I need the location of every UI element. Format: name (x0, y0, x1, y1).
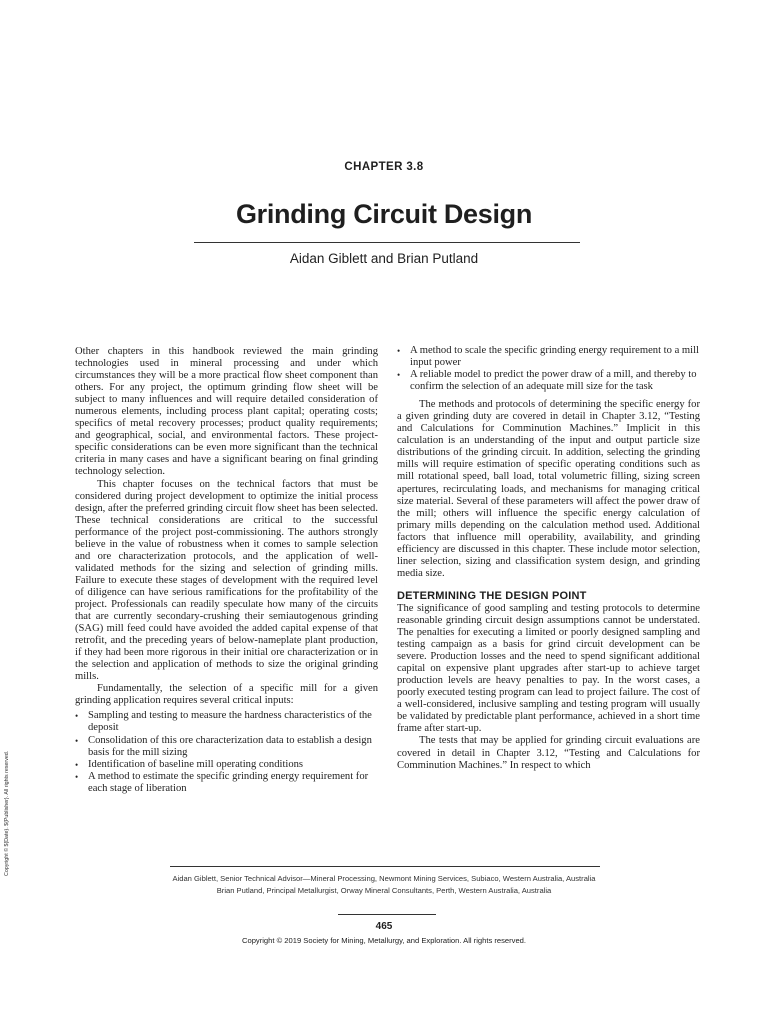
copyright-footer: Copyright © 2019 Society for Mining, Metallurgy, and Exploration. All rights reserved. (241, 936, 527, 945)
critical-inputs-list-continued (397, 345, 700, 393)
right-paragraph-2: The significance of good sampling and testing protocols to determine reasonable grinding circuit design assumptions cannot be understated. The penalties for executing a limited or poorly designed sampling and testing campaign as a basis for grind circuit development can be severe. Production losses and the need to spend significant additional capital on expensive plant upgrades after start-up to achieve target production levels are heavy penalties to pay. In the worst cases, a poorly executed testing program can lead to project failure. The cost of a well-considered, inclusive sampling and testing program will usually be validated by predictable plant performance, achieved in a short time frame after start-up. (397, 602, 700, 735)
list-item: • Sampling and testing to measure the hardness characteristics of the deposit (75, 710, 372, 734)
right-column (397, 345, 700, 772)
list-item: • A method to estimate the specific grinding energy requirement for each stage of liberation (75, 770, 369, 794)
list-item: • A reliable model to predict the power draw of a mill, and thereby to confirm the selection of an adequate mill size for the task (397, 369, 697, 393)
title-rule (194, 242, 580, 243)
left-paragraph-1: Other chapters in this handbook reviewed the main grinding technologies used in mineral processing and under which circumstances they will be a more practical flow sheet component than others. For any project, the optimum grinding flow sheet will be subject to many influences and will require detailed consideration of numerous elements, including process plant capital; operating costs; specifics of metal recovery processes; product quality requirements; and geographical, social, and environmental factors. These project-specific considerations can be even more significant than the technical criteria in many cases and have a significant bearing on final grinding technology selection. (75, 346, 378, 478)
right-paragraph-3: The tests that may be applied for grinding circuit evaluations are covered in detail in Chapter 3.12, “Testing and Calculations for Comminution Machines.” In respect to which (397, 735, 700, 771)
chapter-title: Grinding Circuit Design (235, 199, 533, 229)
author-affiliation-2: Brian Putland, Principal Metallurgist, Orway Mineral Consultants, Perth, Western Australia, Australia (216, 886, 552, 895)
left-column (75, 346, 378, 798)
authors: Aidan Giblett and Brian Putland (289, 251, 479, 266)
right-paragraph-1: The methods and protocols of determining the specific energy for a given grinding duty are covered in detail in Chapter 3.12, “Testing and Calculations for Comminution Machines.” Implicit in this calculation is an understanding of the input and output particle size distributions of the grinding circuit. In addition, selecting the grinding mills will require estimation of specific operating conditions such as mill rotational speed, ball load, total volumetric filling, sizing screen apertures, recirculating loads, and mechanisms for managing critical size material. Several of these parameters will affect the power draw of the mill; others will influence the specific energy calculation of primary mills depending on the calculation method used. Additional factors that influence mill operability, availability, and grinding efficiency are discussed in this chapter. These include motor selection, liner selection, sizing and classification system design, and grinding media size. (397, 399, 700, 579)
bullet-icon: • (397, 370, 401, 381)
bullet-icon: • (75, 759, 79, 770)
bullet-icon: • (75, 735, 79, 746)
section-heading: DETERMINING THE DESIGN POINT (397, 589, 587, 602)
list-item: • Identification of baseline mill operating conditions (75, 758, 304, 770)
critical-inputs-list (75, 710, 378, 794)
list-item: • Consolidation of this ore characterization data to establish a design basis for the mill sizing (75, 734, 372, 758)
footnote-rule (170, 866, 600, 867)
bullet-icon: • (75, 711, 79, 722)
left-paragraph-2: This chapter focuses on the technical factors that must be considered during project development to optimize the initial process design, after the preferred grinding circuit flow sheet has been selected. These technical considerations are critical to the successful performance of the project post-commissioning. The authors strongly believe in the value of robustness when it comes to sample selection and ore characterization protocols, and the application of well-validated methods for the sizing and selection of grinding mills. Failure to execute these stages of development with the required level of diligence can have serious ramifications for the profitability of the project. Professionals can readily speculate how many of the circuits that are currently secondary-crushing their semiautogenous grinding (SAG) mill feed could have avoided the added capital expense of that retrofit, and the preceding years of below-nameplate plant production, if they had been more rigorous in their initial ore characterization or in the selection and application of methods to size the original grinding mills. (75, 478, 378, 683)
page-number-rule (338, 914, 436, 915)
side-copyright-note: Copyright © ${Date}. ${Publisher}. All rights reserved. (4, 750, 10, 876)
bullet-icon: • (75, 771, 79, 782)
bullet-icon: • (397, 346, 401, 356)
chapter-label: CHAPTER 3.8 (344, 161, 424, 173)
author-affiliation-1: Aidan Giblett, Senior Technical Advisor—Mineral Processing, Newmont Mining Services, Subiaco, Western Australia, Australia (172, 874, 596, 883)
page-number: 465 (375, 921, 393, 932)
list-item: • A method to scale the specific grinding energy requirement to a mill input power (397, 345, 699, 369)
left-paragraph-3: Fundamentally, the selection of a specific mill for a given grinding application requires several critical inputs: (75, 683, 378, 707)
